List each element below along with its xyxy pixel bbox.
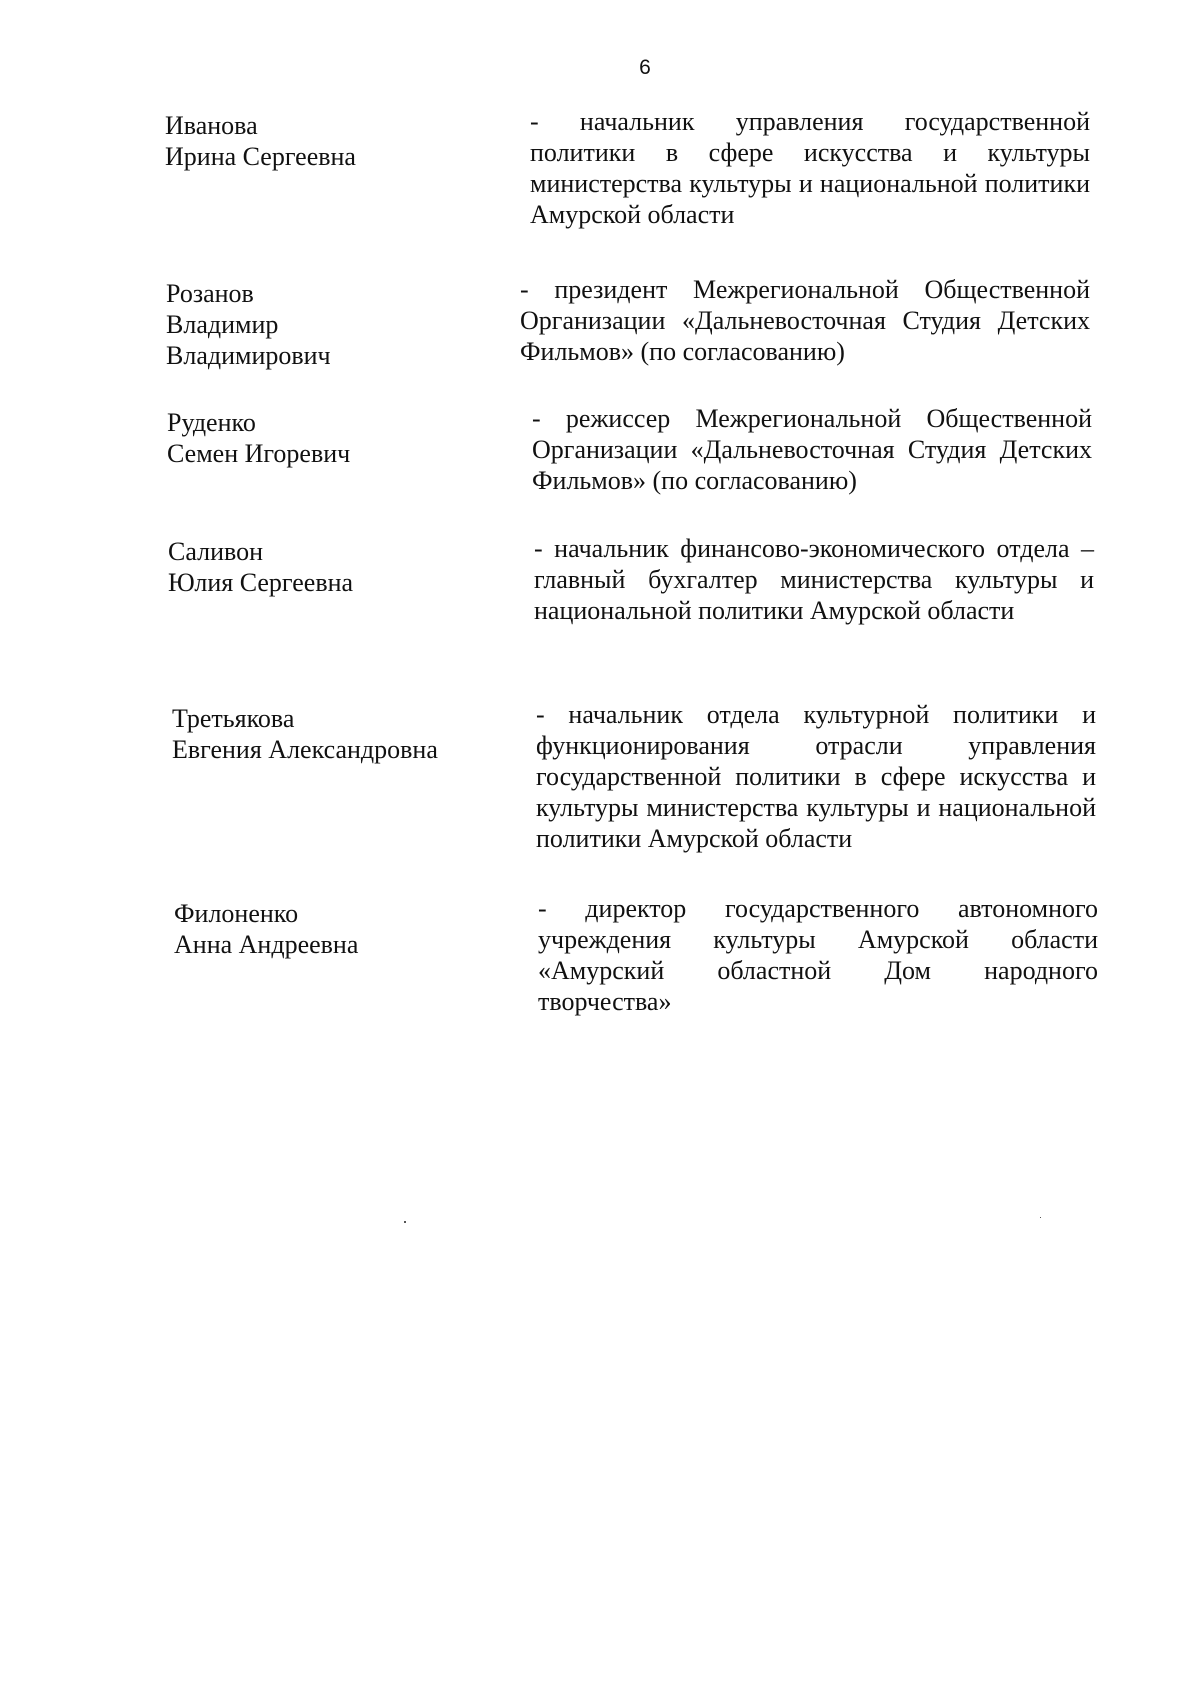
member-position: - директор государственного автономного учреждения культуры Амурской области «Амурский областной Дом народного творчества» (538, 894, 1098, 1016)
member-name (166, 278, 331, 371)
member-given-names: Евгения Александровна (172, 735, 438, 764)
member-surname: Третьякова (172, 704, 295, 733)
member-entry (0, 275, 1200, 370)
scan-speck (1040, 1217, 1041, 1218)
member-name (174, 898, 358, 960)
member-position: - начальник отдела культурной политики и функционирования отрасли управления государственной политики в сфере искусства и культуры министерства культуры и национальной политики Амурской области (536, 700, 1096, 853)
member-given-name: Владимир (166, 310, 279, 339)
page-number: 6 (639, 56, 651, 79)
member-given-names: Ирина Сергеевна (165, 142, 356, 171)
member-name (168, 536, 353, 598)
member-surname: Саливон (168, 537, 264, 566)
member-name (172, 703, 438, 765)
member-entry (0, 894, 1200, 1016)
member-surname: Филоненко (174, 899, 299, 928)
member-position: - начальник финансово-экономического отдела – главный бухгалтер министерства культуры и национальной политики Амурской области (534, 534, 1094, 625)
member-position: - начальник управления государственной политики в сфере искусства и культуры министерства культуры и национальной политики Амурской области (530, 107, 1090, 229)
member-position: - режиссер Межрегиональной Общественной Организации «Дальневосточная Студия Детских Фильмов» (по согласованию) (532, 404, 1092, 495)
member-surname: Иванова (165, 111, 258, 140)
member-entry (0, 404, 1200, 495)
member-name (167, 407, 350, 469)
scan-speck (404, 1221, 406, 1223)
member-patronymic: Владимирович (166, 341, 331, 370)
member-entry (0, 534, 1200, 625)
member-name (165, 110, 356, 172)
member-entry (0, 700, 1200, 853)
member-entry (0, 107, 1200, 229)
member-surname: Розанов (166, 279, 254, 308)
member-given-names: Анна Андреевна (174, 930, 359, 959)
member-given-names: Семен Игоревич (167, 439, 351, 468)
member-given-names: Юлия Сергеевна (168, 568, 354, 597)
member-position: - президент Межрегиональной Общественной Организации «Дальневосточная Студия Детских Фильмов» (по согласованию) (520, 275, 1090, 366)
member-surname: Руденко (167, 408, 256, 437)
